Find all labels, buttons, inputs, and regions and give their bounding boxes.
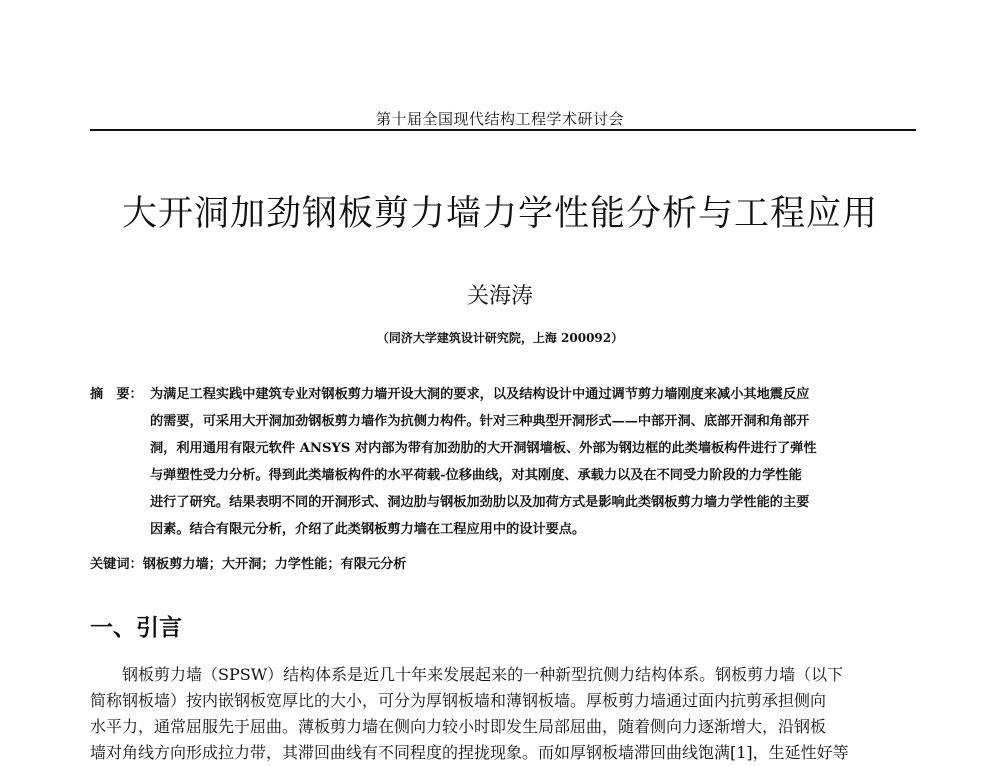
body-line: 水平力，通常屈服先于屈曲。薄板剪力墙在侧向力较小时即发生局部屈曲，随着侧向力逐渐增大，沿钢板: [90, 717, 827, 736]
abstract-line: [90, 435, 916, 462]
paper-title: 大开洞加劲钢板剪力墙力学性能分析与工程应用: [121, 194, 878, 234]
abstract-label: 摘 要：: [90, 387, 143, 402]
abstract-text: 为满足工程实践中建筑专业对钢板剪力墙开设大洞的要求，以及结构设计中通过调节剪力墙刚度来减小其地震反应: [150, 387, 810, 402]
body-text: [90, 662, 916, 766]
abstract-text: 进行了研究。结果表明不同的开洞形式、洞边肋与钢板加劲肋以及加荷方式是影响此类钢板剪力墙力学性能的主要: [150, 495, 810, 510]
header-rule: [90, 129, 916, 131]
body-line: 简称钢板墙）按内嵌钢板宽厚比的大小，可分为厚钢板墙和薄钢板墙。厚板剪力墙通过面内抗剪承担侧向: [90, 691, 827, 710]
keywords: 关键词：钢板剪力墙；大开洞；力学性能；有限元分析: [90, 557, 407, 572]
abstract-line: [90, 489, 916, 516]
body-line: 墙对角线方向形成拉力带，其滞回曲线有不同程度的捏拢现象。而如厚钢板墙滞回曲线饱满[1]，生延性好等: [90, 743, 849, 762]
section-heading: 一、引言: [90, 615, 182, 641]
abstract-line: [90, 381, 916, 408]
abstract-line: [90, 516, 916, 543]
abstract-text: 洞，利用通用有限元软件 ANSYS 对内部为带有加劲肋的大开洞钢墙板、外部为钢边框的此类墙板构件进行了弹性: [150, 441, 817, 456]
conference-header: 第十届全国现代结构工程学术研讨会: [375, 110, 624, 128]
abstract-text: 因素。结合有限元分析，介绍了此类钢板剪力墙在工程应用中的设计要点。: [150, 522, 586, 537]
abstract: [90, 381, 916, 543]
abstract-text: 与弹塑性受力分析。得到此类墙板构件的水平荷载-位移曲线，对其刚度、承载力以及在不同受力阶段的力学性能: [150, 468, 802, 483]
author-affiliation: （同济大学建筑设计研究院，上海 200092）: [376, 331, 624, 345]
abstract-line: [90, 462, 916, 489]
author-name: 关海涛: [466, 284, 533, 309]
abstract-line: [90, 408, 916, 435]
body-line: 钢板剪力墙（SPSW）结构体系是近几十年来发展起来的一种新型抗侧力结构体系。钢板剪力墙（以下: [90, 665, 844, 684]
abstract-text: 的需要，可采用大开洞加劲钢板剪力墙作为抗侧力构件。针对三种典型开洞形式——中部开洞、底部开洞和角部开: [150, 414, 810, 429]
